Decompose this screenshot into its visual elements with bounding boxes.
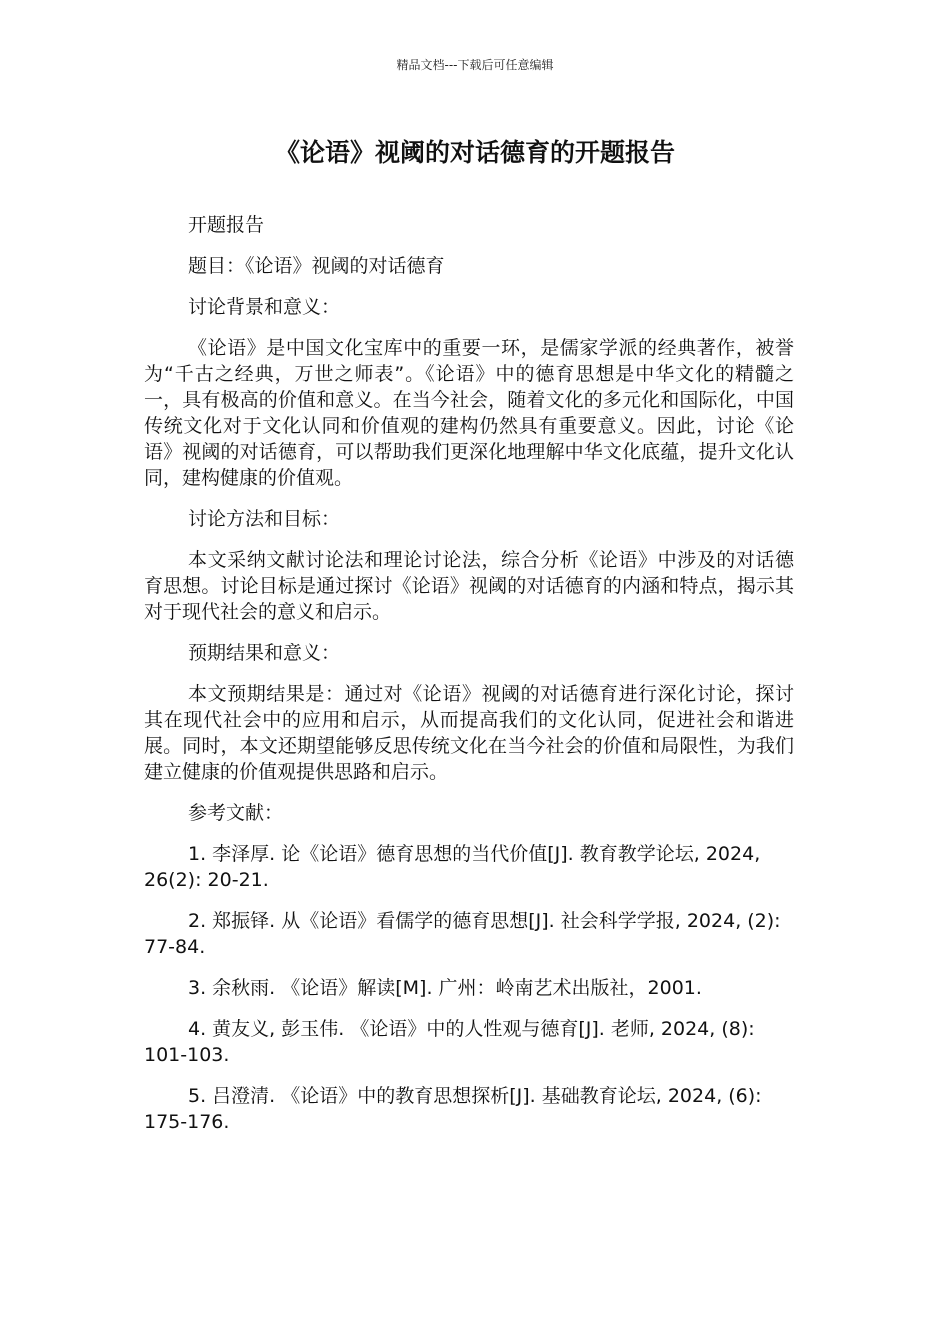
reference-item: 5. 吕澄清. 《论语》中的教育思想探析[J]. 基础教育论坛, 2024, (6): 175-176. — [144, 1085, 762, 1133]
section-heading-references: 参考文献： — [188, 802, 284, 824]
background-paragraph: 《论语》是中国文化宝库中的重要一环，是儒家学派的经典著作，被誉为“千古之经典，万世之师表”。《论语》中的德育思想是中华文化的精髓之一，具有极高的价值和意义。在当今社会，随着文化的多元化和国际化，中国传统文化对于文化认同和价值观的建构仍然具有重要意义。因此，讨论《论语》视阈的对话德育，可以帮助我们更深化地理解中华文化底蕴，提升文化认同，建构健康的价值观。 — [144, 337, 794, 489]
expected-results-paragraph: 本文预期结果是：通过对《论语》视阈的对话德育进行深化讨论，探讨其在现代社会中的应用和启示，从而提高我们的文化认同，促进社会和谐进展。同时，本文还期望能够反思传统文化在当今社会的价值和局限性，为我们建立健康的价值观提供思路和启示。 — [144, 683, 794, 783]
reference-item: 3. 余秋雨. 《论语》解读[M]. 广州：岭南艺术出版社，2001. — [188, 977, 702, 999]
section-heading-background: 讨论背景和意义： — [188, 296, 341, 318]
methods-paragraph: 本文采纳文献讨论法和理论讨论法，综合分析《论语》中涉及的对话德育思想。讨论目标是通过探讨《论语》视阈的对话德育的内涵和特点，揭示其对于现代社会的意义和启示。 — [144, 549, 794, 623]
reference-item: 1. 李泽厚. 论《论语》德育思想的当代价值[J]. 教育教学论坛, 2024, 26(2): 20-21. — [144, 843, 761, 891]
section-heading-expected-results: 预期结果和意义： — [188, 642, 341, 664]
section-heading-methods: 讨论方法和目标： — [188, 508, 341, 530]
reference-item: 2. 郑振铎. 从《论语》看儒学的德育思想[J]. 社会科学学报, 2024, (2): 77-84. — [144, 910, 781, 958]
document-body — [144, 212, 794, 1150]
page-header: 精品文档---下载后可任意编辑 — [396, 58, 554, 72]
section-label-report: 开题报告 — [188, 214, 265, 236]
topic-line: 题目：《论语》视阈的对话德育 — [188, 255, 445, 277]
document-title: 《论语》视阈的对话德育的开题报告 — [274, 138, 675, 167]
reference-item: 4. 黄友义, 彭玉伟. 《论语》中的人性观与德育[J]. 老师, 2024, (8): 101-103. — [144, 1018, 755, 1066]
